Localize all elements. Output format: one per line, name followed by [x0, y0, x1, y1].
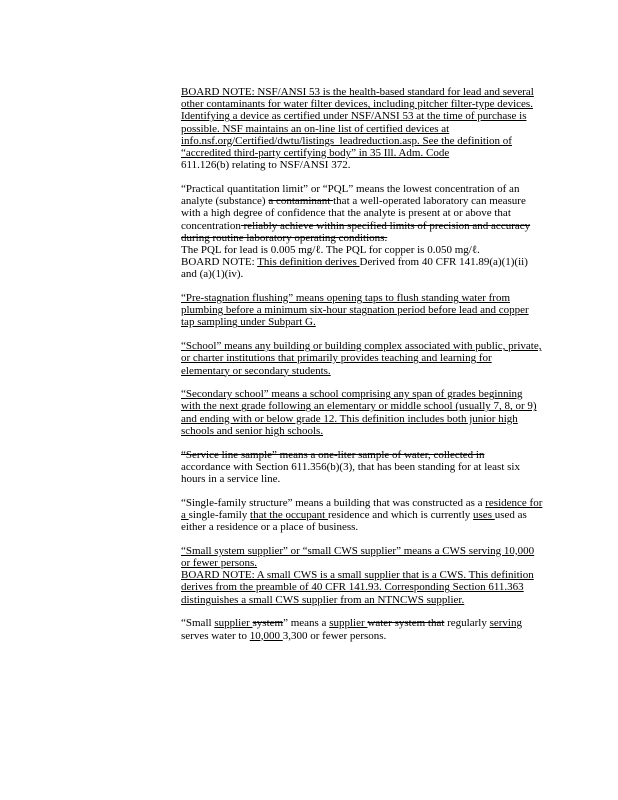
inserted-text: BOARD NOTE: NSF/ANSI 53 is the health-based standard for lead and several other contaminants for water filter devices, including pitcher filter-type devices. Identifying a device as certified under NSF/ANSI 53 at the time of purchase is possible. NSF maintains an on-line list of certified devices at info.nsf.org/Certified/dwtu/listings_leadreduction.asp. See the definition of “accredited third-party certifying body” in 35 Ill. Adm. Code	[181, 86, 534, 160]
text: “Practical quantitation limit” or “PQL” means the lowest concentration of an analyte (substance)	[181, 182, 520, 208]
text: accordance with Section 611.356(b)(3), that has been standing for at least six hours in a service line.	[181, 460, 520, 485]
inserted-text: that the occupant	[250, 508, 328, 521]
definition-single-family-structure	[181, 497, 543, 534]
definition-pql	[181, 183, 543, 281]
text: that a well-operated laboratory can measure with a high degree of confidence that the analyte is present at or above that concentration	[181, 195, 526, 232]
deleted-text: water system that	[367, 617, 445, 630]
text: residence and which is currently	[327, 508, 474, 521]
text: “Small	[181, 617, 215, 630]
inserted-text: supplier	[214, 617, 253, 630]
inserted-text: supplier	[329, 617, 368, 630]
inserted-text: “Pre-stagnation flushing” means opening taps to flush standing water from plumbing before a minimum six-hour stagnation period before lead and copper tap sampling under Subpart G.	[181, 292, 529, 329]
text: serves water to	[181, 629, 250, 642]
inserted-text: “Secondary school” means a school comprising any span of grades beginning with the next grade following an elementary or middle school (usually 7, 8, or 9) and ending with or below grade 12. This definition includes both junior high schools and senior high schools.	[181, 388, 537, 437]
deleted-text: a contaminant	[268, 195, 334, 208]
inserted-text: residence for a	[181, 496, 543, 521]
document-page	[181, 86, 543, 653]
definition-small-system-supplier	[181, 545, 543, 606]
text: used as either a residence or a place of business.	[181, 508, 527, 534]
text: Derived from 40 CFR 141.89(a)(1)(ii) and (a)(1)(iv).	[181, 256, 528, 281]
text: 3,300 or fewer persons.	[282, 629, 387, 642]
inserted-text: This definition derives	[257, 256, 360, 269]
inserted-text: serving	[489, 617, 522, 630]
definition-small-supplier	[181, 617, 543, 641]
text: 611.126(b) relating to NSF/ANSI 372.	[181, 159, 351, 172]
deleted-text: reliably achieve within specified limits of precision and accuracy during routine laboratory operating conditions.	[181, 219, 531, 244]
definition-secondary-school	[181, 388, 543, 437]
text: regularly	[444, 617, 490, 630]
inserted-text: “Small system supplier” or “small CWS supplier” means a CWS serving 10,000 or fewer persons. BOARD NOTE: A small CWS is a small supplier that is a CWS. This definition derives from the preamble of 40 CFR 141.93. Corresponding Section 611.363 distinguishes a small CWS supplier from an NTNCWS supplier.	[181, 544, 535, 606]
definition-school	[181, 340, 543, 377]
definition-pre-stagnation-flushing	[181, 292, 543, 329]
board-note-nsf-ansi-53	[181, 86, 543, 171]
inserted-text: uses	[473, 508, 495, 521]
definition-service-line-sample	[181, 449, 543, 486]
inserted-text: 10,000	[249, 629, 283, 642]
deleted-text: system	[252, 617, 284, 630]
text: “Single-family structure” means a building that was constructed as a	[181, 496, 486, 509]
text: The PQL for lead is 0.005 mg/ℓ. The PQL for copper is 0.050 mg/ℓ. BOARD NOTE:	[181, 243, 480, 269]
text: ” means a	[283, 617, 330, 630]
text: single-family	[188, 508, 251, 521]
inserted-text: “School” means any building or building complex associated with public, private, or charter institutions that primarily provides teaching and learning for elementary or secondary students.	[181, 340, 542, 377]
deleted-text: “Service line sample” means a one-liter sample of water, collected in	[181, 448, 485, 461]
